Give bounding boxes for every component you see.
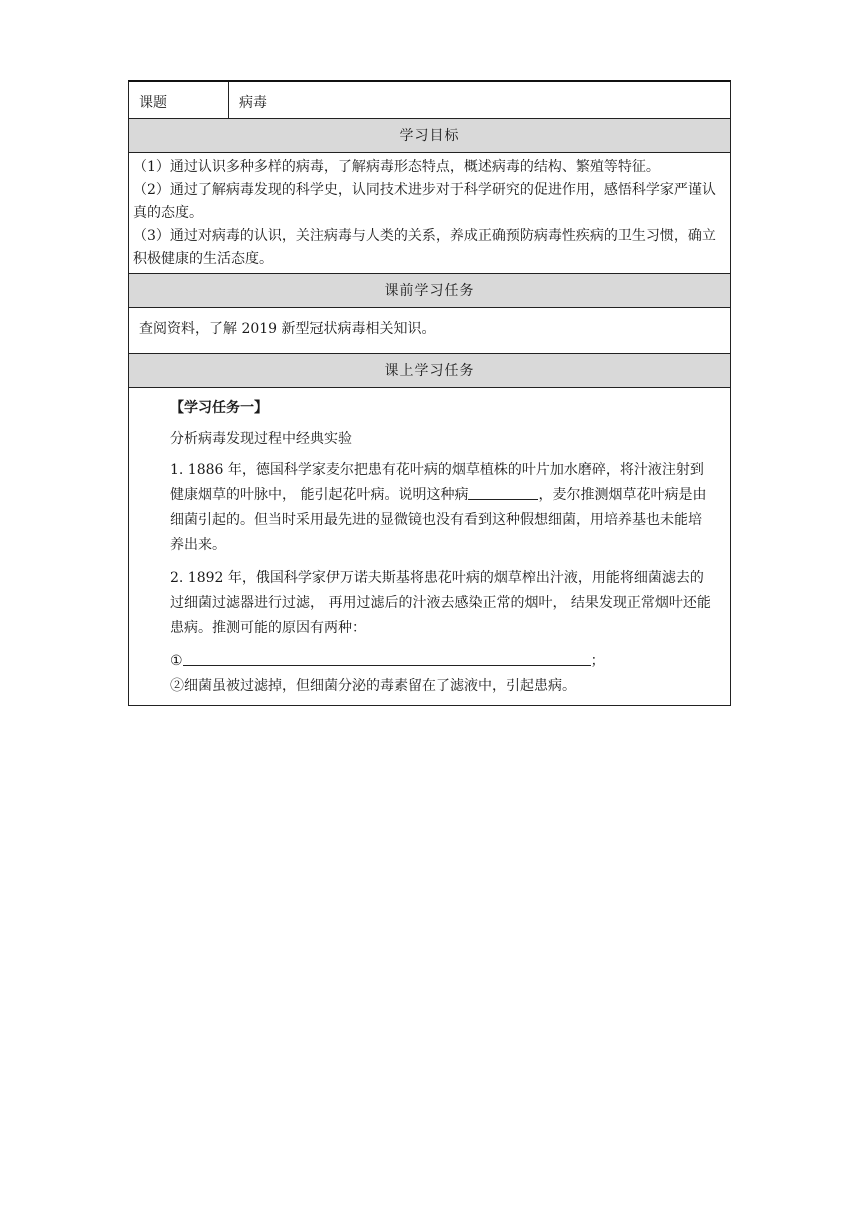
task-heading: 【学习任务一】	[170, 400, 268, 416]
topic-value: 病毒	[239, 95, 267, 111]
topic-label: 课题	[129, 82, 229, 118]
question-2: 2. 1892 年，俄国科学家伊万诺夫斯基将患花叶病的烟草榨出汁液，用能将细菌滤去的过细菌过滤器进行过滤， 再用过滤后的汁液去感染正常的烟叶， 结果发现正常烟叶还能患病。推测可能的原因有两种：	[170, 570, 711, 636]
in-class-content	[128, 388, 731, 706]
in-class-heading: 课上学习任务	[128, 354, 731, 388]
question-1-text-a: 1. 1886 年，德国科学家麦尔把患有花叶病的烟草植株的叶片加水磨碎，将汁液注射到健康烟草的叶脉中， 能引起花叶病。说明这种病	[170, 462, 704, 503]
goal-item: （2）通过了解病毒发现的科学史，认同技术进步对于科学研究的促进作用，感悟科学家严谨认真的态度。	[133, 182, 716, 221]
fill-blank-reason-1[interactable]	[183, 649, 591, 666]
reason-1	[170, 649, 714, 674]
pre-class-heading: 课前学习任务	[128, 274, 731, 308]
task-subheading: 分析病毒发现过程中经典实验	[170, 431, 352, 447]
reason-1-marker: ①	[170, 653, 183, 669]
pre-class-text: 查阅资料，了解 2019 新型冠状病毒相关知识。	[128, 308, 731, 354]
learning-goals-heading: 学习目标	[128, 119, 731, 153]
question-1	[170, 458, 714, 558]
reason-1-suffix: ；	[590, 653, 605, 669]
lesson-table	[128, 80, 731, 706]
goal-item: （1）通过认识多种多样的病毒，了解病毒形态特点，概述病毒的结构、繁殖等特征。	[133, 159, 660, 175]
reason-2: ②细菌虽被过滤掉，但细菌分泌的毒素留在了滤液中，引起患病。	[170, 678, 576, 694]
question-1-text-b: ，麦尔推测烟草花叶病是由细菌引起的。但当时采用最先进的显微镜也没有看到这种假想细菌，用培养基也未能培养出来。	[170, 487, 707, 553]
learning-goals-list	[128, 153, 731, 274]
goal-item: （3）通过对病毒的认识，关注病毒与人类的关系，养成正确预防病毒性疾病的卫生习惯，确立积极健康的生活态度。	[133, 228, 716, 267]
fill-blank-1[interactable]	[468, 483, 538, 500]
topic-row	[128, 80, 731, 119]
